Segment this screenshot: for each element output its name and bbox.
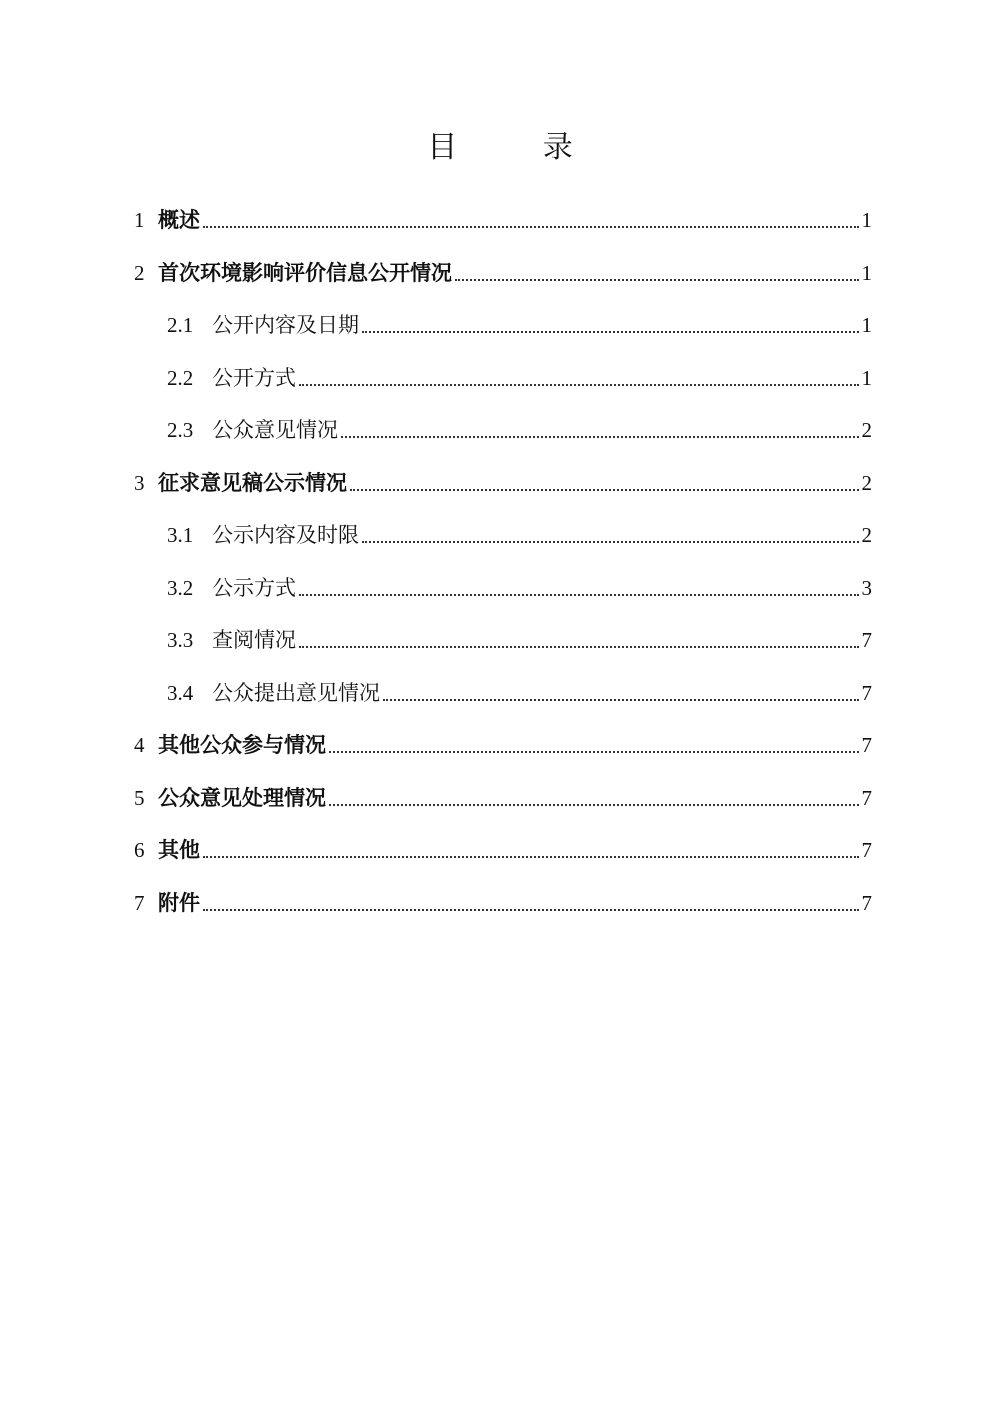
toc-leader-dots	[299, 594, 859, 596]
toc-entry-number: 3.4	[167, 680, 194, 705]
toc-leader-dots	[341, 436, 859, 438]
toc-leader-dots	[299, 384, 859, 386]
toc-leader-dots	[383, 699, 859, 701]
toc-entry-number: 2.2	[167, 365, 194, 390]
toc-entry-page: 7	[861, 890, 872, 915]
toc-entry-number: 7	[134, 890, 145, 915]
toc-entry-page: 2	[861, 523, 872, 547]
toc-entry[interactable]	[167, 404, 872, 444]
toc-entry-page: 7	[861, 680, 872, 705]
toc-entry[interactable]	[134, 719, 872, 759]
toc-entry-label: 公众提出意见情况	[212, 680, 380, 705]
toc-entry-label: 公开方式	[212, 365, 296, 390]
toc-entry-label: 其他公众参与情况	[158, 733, 326, 757]
toc-entry[interactable]	[134, 824, 872, 864]
toc-entry-label: 公示方式	[212, 575, 296, 600]
toc-entry-label: 概述	[158, 208, 200, 232]
toc-entry[interactable]	[134, 772, 872, 812]
toc-entry-label: 附件	[158, 890, 200, 915]
toc-entry-label: 公示内容及时限	[212, 523, 359, 547]
toc-entry[interactable]	[134, 457, 872, 497]
toc-entry-label: 查阅情况	[212, 628, 296, 652]
toc-leader-dots	[329, 804, 859, 806]
toc-entry[interactable]	[167, 667, 872, 707]
toc-entry-page: 7	[861, 628, 872, 652]
toc-leader-dots	[362, 541, 859, 543]
toc-entry-page: 1	[861, 208, 872, 232]
toc-entry-page: 7	[861, 733, 872, 757]
toc-entry-number: 3	[134, 470, 145, 495]
toc-entry[interactable]	[167, 614, 872, 654]
toc-entry-number: 2	[134, 260, 145, 285]
toc-entry-page: 1	[861, 260, 872, 285]
toc-entry-number: 5	[134, 785, 145, 810]
toc-entry-number: 6	[134, 838, 145, 862]
toc-entry[interactable]	[134, 247, 872, 287]
toc-entry-page: 7	[861, 785, 872, 810]
toc-entry-label: 公开内容及日期	[212, 313, 359, 337]
toc-entry-label: 征求意见稿公示情况	[158, 470, 347, 495]
toc-entry-number: 3.2	[167, 575, 194, 600]
toc-entry[interactable]	[134, 877, 872, 917]
toc-entry-page: 2	[861, 470, 872, 495]
toc-entry-page: 1	[861, 365, 872, 390]
toc-entry-number: 2.1	[167, 313, 194, 337]
toc-leader-dots	[203, 226, 859, 228]
toc-entry-label: 其他	[158, 838, 200, 862]
toc-entry-page: 1	[861, 313, 872, 337]
toc-leader-dots	[455, 279, 859, 281]
toc-leader-dots	[350, 489, 859, 491]
toc-entry[interactable]	[167, 352, 872, 392]
toc-entry[interactable]	[167, 509, 872, 549]
toc-leader-dots	[329, 751, 859, 753]
toc-leader-dots	[203, 909, 859, 911]
toc-entry[interactable]	[167, 299, 872, 339]
toc-entry[interactable]	[134, 194, 872, 234]
toc-entry-label: 首次环境影响评价信息公开情况	[158, 260, 452, 285]
page-title: 目 录	[427, 130, 611, 165]
toc-entry-page: 3	[861, 575, 872, 600]
toc-entry[interactable]	[167, 562, 872, 602]
toc-entry-label: 公众意见情况	[212, 418, 338, 442]
toc-entry-number: 1	[134, 208, 145, 232]
toc-entry-number: 2.3	[167, 418, 194, 442]
toc-entry-number: 3.1	[167, 523, 194, 547]
toc-entry-label: 公众意见处理情况	[158, 785, 326, 810]
toc-entry-number: 4	[134, 733, 145, 757]
toc-leader-dots	[362, 331, 859, 333]
toc-entry-page: 7	[861, 838, 872, 862]
toc-entry-number: 3.3	[167, 628, 194, 652]
toc-leader-dots	[299, 646, 859, 648]
toc-leader-dots	[203, 856, 859, 858]
toc-entry-page: 2	[861, 418, 872, 442]
